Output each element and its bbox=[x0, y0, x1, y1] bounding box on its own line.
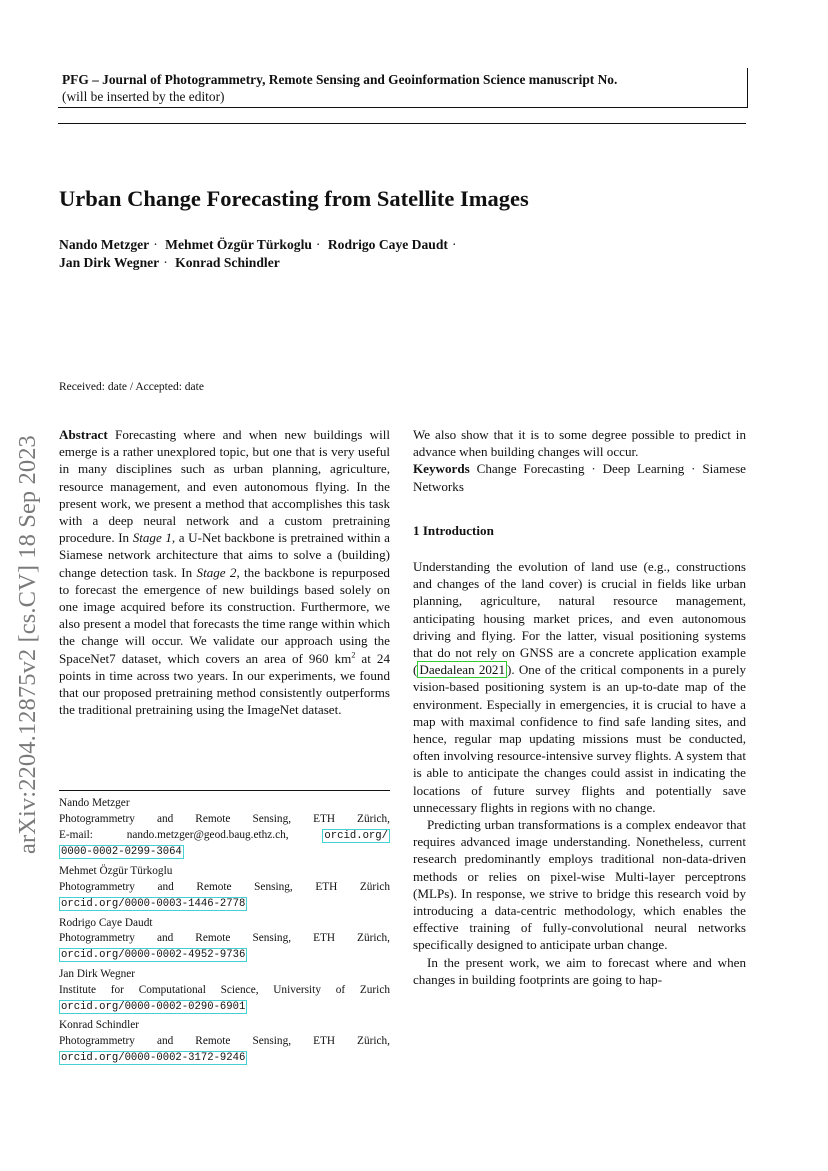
affiliation-entry bbox=[59, 796, 390, 861]
keywords bbox=[413, 460, 746, 494]
author-name: Nando Metzger bbox=[59, 237, 150, 252]
header-rule bbox=[58, 123, 746, 124]
orcid-link[interactable]: orcid.org/0000-0002-0290-6901 bbox=[61, 1000, 246, 1013]
orcid-link[interactable]: 0000-0002-0299-3064 bbox=[61, 846, 182, 859]
author-separator: · bbox=[153, 237, 158, 252]
email-text: E-mail: nando.metzger@geod.baug.ethz.ch, bbox=[59, 828, 289, 841]
orcid-link[interactable]: orcid.org/ bbox=[324, 829, 388, 842]
affiliation-line bbox=[59, 1050, 390, 1067]
journal-header bbox=[58, 68, 748, 108]
paper-title: Urban Change Forecasting from Satellite Images bbox=[59, 186, 529, 211]
affiliation-entry bbox=[59, 864, 390, 912]
affiliation-line bbox=[59, 844, 390, 861]
affiliation-line: Photogrammetry and Remote Sensing, ETH Zürich bbox=[59, 880, 390, 893]
intro-paragraph: Predicting urban transformations is a complex endeavor that requires advanced image understanding. Nonetheless, current research predominantly employs traditional non-data-driven methods or relies on pixel-wise Multi-layer perceptrons (MLPs). In response, we strive to bridge this research void by introducing a data-centric methodology, which enables the effective training of fully-convolutional neural networks specifically designed to anticipate urban change. bbox=[413, 817, 746, 953]
citation-link[interactable]: Daedalean 2021 bbox=[419, 662, 506, 678]
section-heading: 1 Introduction bbox=[413, 522, 494, 538]
intro-text: ). One of the critical components in a purely vision-based positioning system is an up-to-date map of the environment. Especially in emergencies, it is crucial to have a map with maximal confidence to find safe landing sites, and hence, regular map updating missions must be conducted, often involving resource-intensive survey flights. A system that is able to anticipate the changes could assist in indicating the locations of future survey flights and potentially save unnecessary flights in regions with no change. bbox=[413, 662, 746, 815]
affiliation-name: Jan Dirk Wegner bbox=[59, 967, 136, 980]
keywords-label: Keywords bbox=[413, 461, 470, 477]
affiliation-line bbox=[59, 896, 390, 913]
superscript: 2 bbox=[351, 650, 356, 660]
affiliation-entry bbox=[59, 916, 390, 964]
abstract-text: , the backbone is repurposed to forecast the emergence of new buildings based solely on one image acquired before its construction. Furthermore, we also present a model that forecasts the time range within which the change will occur. We validate our approach using the SpaceNet7 dataset, which covers an area of 960 km bbox=[59, 564, 390, 666]
affiliation-line bbox=[59, 999, 390, 1016]
affiliation-name: Mehmet Özgür Türkoglu bbox=[59, 865, 173, 878]
author-name: Konrad Schindler bbox=[175, 255, 280, 270]
journal-name: PFG – Journal of Photogrammetry, Remote Sensing and Geoinformation Science manuscript No. bbox=[62, 72, 618, 87]
author-separator: · bbox=[315, 237, 321, 252]
orcid-link[interactable]: orcid.org/0000-0002-3172-9246 bbox=[61, 1051, 246, 1064]
author-name: Jan Dirk Wegner bbox=[59, 255, 160, 270]
affiliation-line bbox=[59, 947, 390, 964]
affiliation-line bbox=[59, 828, 390, 845]
arxiv-identifier: arXiv:2204.12875v2 [cs.CV] 18 Sep 2023 bbox=[14, 435, 41, 854]
intro-text: Understanding the evolution of land use (e.g., constructions and changes of the land cover) is crucial in fields like urban planning, agriculture, natural resource management, anticipating housing market prices, and even autonomous driving and flying. For the latter, visual positioning systems that do not rely on GNSS are a concrete application example ( bbox=[413, 559, 746, 678]
author-separator: · bbox=[451, 237, 457, 252]
stage-2-term: Stage 2 bbox=[196, 564, 237, 580]
affiliation-name: Nando Metzger bbox=[59, 797, 130, 809]
affiliation-entry bbox=[59, 967, 390, 1015]
author-list bbox=[59, 236, 559, 272]
abstract-continued: We also show that it is to some degree possible to predict in advance when building changes will occur. bbox=[413, 427, 746, 460]
author-separator: · bbox=[163, 255, 168, 270]
affiliation-name: Konrad Schindler bbox=[59, 1019, 139, 1032]
abstract-label: Abstract bbox=[59, 427, 108, 442]
abstract-text: Forecasting where and when new buildings will emerge is a rather unexplored topic, but one that is very useful in many disciplines such as urban planning, agriculture, resource management, and even autonomous flying. In the present work, we present a method that accomplishes this task with a deep neural network and a custom pretraining procedure. In bbox=[59, 427, 390, 546]
editor-note: (will be inserted by the editor) bbox=[62, 89, 225, 104]
orcid-link[interactable]: orcid.org/0000-0003-1446-2778 bbox=[61, 897, 246, 910]
affiliation-entry bbox=[59, 1018, 390, 1066]
author-name: Mehmet Özgür Türkoglu bbox=[165, 237, 312, 252]
abstract bbox=[59, 426, 390, 718]
intro-paragraph bbox=[413, 558, 746, 816]
affiliation-line: Photogrammetry and Remote Sensing, ETH Zürich, bbox=[59, 812, 390, 825]
abstract-text: at 24 points in time across two years. In our experiments, we found that our proposed pretraining method consistently outperforms the traditional pretraining using the ImageNet dataset. bbox=[59, 650, 391, 718]
affiliation-line: Photogrammetry and Remote Sensing, ETH Zürich, bbox=[59, 932, 390, 945]
orcid-link[interactable]: orcid.org/0000-0002-4952-9736 bbox=[61, 949, 246, 962]
affiliation-line: Institute for Computational Science, University of Zurich bbox=[59, 983, 390, 996]
author-name: Rodrigo Caye Daudt bbox=[327, 237, 448, 252]
footnote-rule bbox=[59, 790, 390, 791]
right-column bbox=[413, 426, 746, 988]
stage-1-term: Stage 1 bbox=[132, 530, 172, 546]
keywords-text: Change Forecasting · Deep Learning · Siamese Networks bbox=[413, 461, 746, 494]
affiliation-name: Rodrigo Caye Daudt bbox=[59, 916, 153, 929]
abstract-text: , a U-Net backbone is pretrained within a Siamese network architecture that aims to solve a (building) change detection task. In bbox=[59, 530, 390, 580]
received-date: Received: date / Accepted: date bbox=[59, 381, 204, 393]
intro-paragraph: In the present work, we aim to forecast where and when changes in building footprints are going to hap- bbox=[413, 954, 746, 987]
affiliation-line: Photogrammetry and Remote Sensing, ETH Zürich, bbox=[59, 1035, 390, 1048]
author-affiliations bbox=[59, 796, 390, 1070]
